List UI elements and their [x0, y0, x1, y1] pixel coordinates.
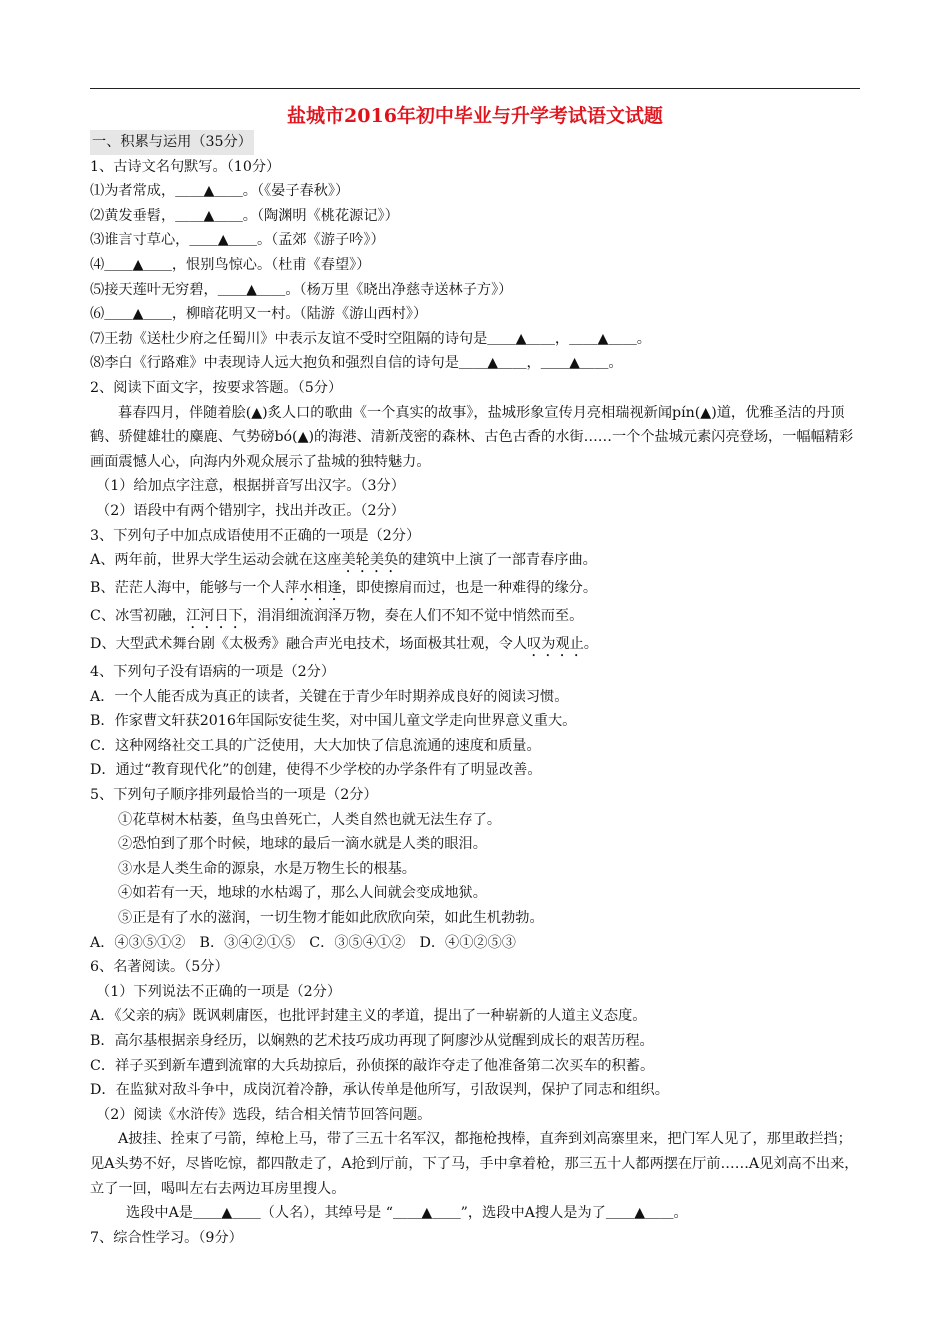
q5-sentence: ⑤正是有了水的滋润，一切生物才能如此欣欣向荣，如此生机勃勃。 — [118, 910, 544, 927]
q1-item: ⑻李白《行路难》中表现诗人远大抱负和强烈自信的诗句是＿＿▲＿＿，＿＿▲＿＿。 — [90, 355, 623, 372]
q2-sub2: （2）语段中有两个错别字，找出并改正。（2分） — [96, 502, 405, 519]
question-5-head: 5、下列句子顺序排列最恰当的一项是（2分） — [90, 787, 378, 804]
option-text: D、大型武术舞台剧《太极秀》融合声光电技术，场面极其壮观，令人 — [90, 636, 528, 653]
q6-option: C．祥子买到新车遭到流窜的大兵劫掠后，孙侦探的敲诈夺走了他准备第二次买车的积蓄。 — [90, 1057, 655, 1074]
section-heading: 一、积累与运用（35分） — [90, 130, 254, 155]
q6-option: D．在监狱对敌斗争中，成岗沉着冷静，承认传单是他所写，引敌误判，保护了同志和组织。 — [90, 1082, 669, 1099]
q5-sentence: ④如若有一天，地球的水枯竭了，那么人间就会变成地狱。 — [118, 885, 487, 902]
q1-item: ⑸接天莲叶无穷碧，＿＿▲＿＿。（杨万里《晓出净慈寺送林子方》） — [90, 281, 513, 298]
q2-sub1: （1）给加点字注意，根据拼音写出汉字。（3分） — [96, 478, 405, 495]
q1-item: ⑹＿＿▲＿＿，柳暗花明又一村。（陆游《游山西村》） — [90, 306, 428, 323]
header-rule — [90, 88, 860, 89]
question-2-head: 2、阅读下面文字，按要求答题。（5分） — [90, 379, 343, 396]
q6-option: A．《父亲的病》既讽刺庸医，也批评封建主义的孝道，提出了一种崭新的人道主义态度。 — [90, 1008, 647, 1025]
question-1-head: 1、古诗文名句默写。（10分） — [90, 158, 281, 175]
q1-item: ⑴为者常成，＿＿▲＿＿。（《晏子春秋》） — [90, 183, 350, 200]
dotted-idiom: 江河日下 — [185, 608, 243, 625]
q5-sentence: ②恐怕到了那个时候，地球的最后一滴水就是人类的眼泪。 — [118, 836, 487, 853]
q1-item: ⑵黄发垂髫，＿＿▲＿＿。（陶渊明《桃花源记》） — [90, 207, 399, 224]
option-text: C、冰雪初融， — [90, 608, 186, 625]
exam-content — [90, 130, 865, 1250]
q6-sub1: （1）下列说法不正确的一项是（2分） — [96, 983, 342, 1000]
q3-option-a — [90, 548, 865, 576]
option-text: ，涓涓细流润泽万物，奏在人们不知不觉中悄然而至。 — [242, 608, 584, 625]
q4-option: A．一个人能否成为真正的读者，关键在于青少年时期养成良好的阅读习惯。 — [90, 688, 569, 705]
q6-option: B．高尔基根据亲身经历，以娴熟的艺术技巧成功再现了阿廖沙从觉醒到成长的艰苦历程。 — [90, 1033, 654, 1049]
option-text: A、两年前，世界大学生运动会就在这座 — [90, 552, 342, 569]
page-title: 盐城市2016年初中毕业与升学考试语文试题 — [287, 105, 663, 127]
question-4-head: 4、下列句子没有语病的一项是（2分） — [90, 664, 336, 681]
q5-options: A．④③⑤①② B．③④②①⑤ C．③⑤④①② D．④①②⑤③ — [90, 934, 516, 951]
q3-option-b — [90, 576, 865, 604]
q1-item: ⑷＿＿▲＿＿，恨别鸟惊心。（杜甫《春望》） — [90, 256, 371, 273]
dotted-idiom: 萍水相逢 — [284, 580, 342, 597]
option-text: B、茫茫人海中，能够与一个人 — [90, 580, 285, 597]
question-3-head: 3、下列句子中加点成语使用不正确的一项是（2分） — [90, 527, 421, 544]
q6-passage: A披挂、拴束了弓箭，绰枪上马，带了三五十名军汉，都拖枪拽棒，直奔到刘高寨里来，把门军人见了，那里敢拦挡；见A头势不好，尽皆吃惊，都四散走了，A抢到厅前，下了马，手中拿着枪，那三五十人都两摆在厅前……A见刘高不出来，立了一回，喝叫左右去两边耳房里搜人。 — [90, 1131, 859, 1197]
q4-option: D．通过“教育现代化”的创建，使得不少学校的办学条件有了明显改善。 — [90, 762, 542, 779]
q2-passage: 暮春四月，伴随着脍(▲)炙人口的歌曲《一个真实的故事》，盐城形象宣传月亮相瑞视新闻pín(▲)道，优雅圣洁的丹顶鹤、骄健雄壮的麋鹿、气势磅bó(▲)的海港、清新茂密的森林、古色古香的水街……一个个盐城元素闪亮登场，一幅幅精彩画面震憾人心，向海内外观众展示了盐城的独特魅力。 — [90, 404, 854, 470]
q3-option-c — [90, 604, 865, 632]
question-7-head: 7、综合性学习。（9分） — [90, 1229, 243, 1246]
q5-sentence: ③水是人类生命的源泉，水是万物生长的根基。 — [118, 860, 416, 877]
q4-option: C．这种网络社交工具的广泛使用，大大加快了信息流通的速度和质量。 — [90, 737, 541, 754]
dotted-idiom: 叹为观止 — [527, 636, 584, 653]
q6-sub2: （2）阅读《水浒传》选段，结合相关情节回答问题。 — [96, 1106, 432, 1123]
q4-option: B．作家曹文轩获2016年国际安徒生奖，对中国儿童文学走向世界意义重大。 — [90, 713, 577, 730]
option-text: 。 — [583, 636, 598, 653]
option-text: ，即使擦肩而过，也是一种难得的缘分。 — [341, 580, 598, 597]
q1-item: ⑶谁言寸草心，＿＿▲＿＿。（孟郊《游子吟》） — [90, 232, 385, 249]
question-6-head: 6、名著阅读。（5分） — [90, 959, 229, 976]
q1-item: ⑺王勃《送杜少府之任蜀川》中表示友谊不受时空阻隔的诗句是＿＿▲＿＿，＿＿▲＿＿。 — [90, 330, 651, 347]
option-text: 的建筑中上演了一部青春序曲。 — [398, 552, 597, 569]
q6-question: 选段中A是＿＿▲＿＿（人名），其绰号是 “＿＿▲＿＿”，选段中A搜人是为了＿＿▲＿＿。 — [126, 1205, 688, 1222]
dotted-idiom: 美轮美奂 — [341, 552, 399, 569]
q3-option-d — [90, 632, 865, 660]
q5-sentence: ①花草树木枯萎，鱼鸟虫兽死亡，人类自然也就无法生存了。 — [118, 811, 502, 828]
